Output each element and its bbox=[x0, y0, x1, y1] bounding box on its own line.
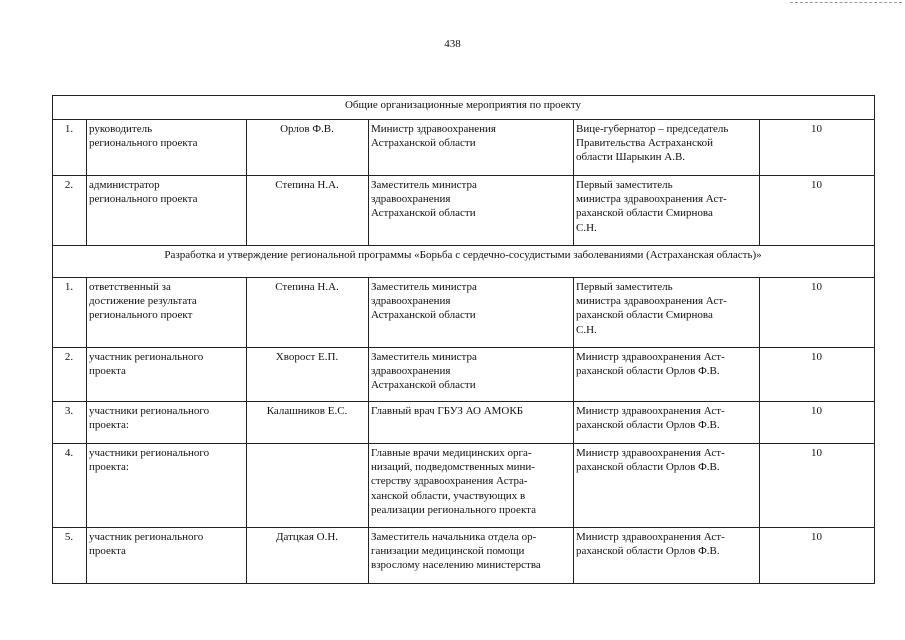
supervisor-line: Правительства Астраханской bbox=[576, 137, 714, 150]
supervisor-line: Министр здравоохранения Аст- bbox=[576, 531, 725, 543]
supervisor-line: С.Н. bbox=[576, 221, 597, 234]
supervisor-cell bbox=[574, 120, 760, 176]
position-line: стерству здравоохранения Астра- bbox=[371, 475, 528, 488]
role-line: руководитель bbox=[89, 123, 153, 135]
role-cell bbox=[87, 278, 247, 348]
supervisor-cell bbox=[574, 348, 760, 402]
position-line: Главные врачи медицинских орга- bbox=[371, 447, 532, 459]
supervisor-line: раханской области Смирнова bbox=[576, 309, 713, 322]
person-name: Степина Н.А. bbox=[247, 176, 369, 246]
position-line: низаций, подведомственных мини- bbox=[371, 461, 535, 474]
position-cell bbox=[369, 528, 574, 584]
supervisor-line: С.Н. bbox=[576, 323, 597, 336]
role-line: участники регионального bbox=[89, 405, 210, 417]
table-row bbox=[53, 528, 875, 584]
supervisor-line: раханской области Орлов Ф.В. bbox=[576, 545, 720, 558]
supervisor-line: Министр здравоохранения Аст- bbox=[576, 405, 725, 417]
position-cell bbox=[369, 402, 574, 444]
person-name bbox=[247, 444, 369, 528]
role-line: регионального проекта bbox=[89, 193, 198, 206]
position-line: Заместитель начальника отдела ор- bbox=[371, 531, 537, 543]
row-number: 2. bbox=[53, 176, 87, 246]
person-name: Орлов Ф.В. bbox=[247, 120, 369, 176]
project-roles-table bbox=[52, 95, 875, 584]
position-cell bbox=[369, 278, 574, 348]
role-cell bbox=[87, 176, 247, 246]
role-line: участник регионального bbox=[89, 531, 204, 543]
position-line: Астраханской области bbox=[371, 379, 476, 392]
percent-value: 10 bbox=[760, 444, 875, 528]
position-line: ганизации медицинской помощи bbox=[371, 545, 525, 558]
supervisor-cell bbox=[574, 176, 760, 246]
table-row bbox=[53, 278, 875, 348]
position-cell bbox=[369, 120, 574, 176]
row-number: 1. bbox=[53, 120, 87, 176]
supervisor-line: раханской области Орлов Ф.В. bbox=[576, 419, 720, 432]
position-cell bbox=[369, 176, 574, 246]
supervisor-line: раханской области Орлов Ф.В. bbox=[576, 461, 720, 474]
table-row bbox=[53, 444, 875, 528]
role-line: участники регионального bbox=[89, 447, 210, 459]
supervisor-line: Министр здравоохранения Аст- bbox=[576, 351, 725, 363]
supervisor-line: Первый заместитель bbox=[576, 179, 673, 191]
table-row bbox=[53, 176, 875, 246]
supervisor-cell bbox=[574, 528, 760, 584]
role-cell bbox=[87, 444, 247, 528]
position-line: Заместитель министра bbox=[371, 281, 477, 293]
person-name: Датцкая О.Н. bbox=[247, 528, 369, 584]
position-line: реализации регионального проекта bbox=[371, 503, 536, 516]
position-cell bbox=[369, 444, 574, 528]
role-cell bbox=[87, 348, 247, 402]
position-line: Заместитель министра bbox=[371, 179, 477, 191]
section-title: Разработка и утверждение региональной программы «Борьба с сердечно-сосудистыми заболеваниями (Астраханская область)» bbox=[53, 246, 875, 278]
percent-value: 10 bbox=[760, 402, 875, 444]
supervisor-line: министра здравоохранения Аст- bbox=[576, 295, 727, 308]
role-line: регионального проект bbox=[89, 309, 193, 322]
position-line: ханской области, участвующих в bbox=[371, 489, 526, 502]
person-name: Хворост Е.П. bbox=[247, 348, 369, 402]
position-line: здравоохранения bbox=[371, 365, 451, 378]
role-line: достижение результата bbox=[89, 295, 197, 308]
supervisor-line: Министр здравоохранения Аст- bbox=[576, 447, 725, 459]
position-cell bbox=[369, 348, 574, 402]
role-line: проекта bbox=[89, 365, 126, 378]
role-line: проекта bbox=[89, 545, 126, 558]
percent-value: 10 bbox=[760, 348, 875, 402]
supervisor-line: Первый заместитель bbox=[576, 281, 673, 293]
person-name: Степина Н.А. bbox=[247, 278, 369, 348]
percent-value: 10 bbox=[760, 278, 875, 348]
position-line: взрослому населению министерства bbox=[371, 559, 541, 572]
role-line: ответственный за bbox=[89, 281, 171, 293]
percent-value: 10 bbox=[760, 176, 875, 246]
role-cell bbox=[87, 402, 247, 444]
row-number: 2. bbox=[53, 348, 87, 402]
supervisor-line: области Шарыкин А.В. bbox=[576, 151, 686, 164]
position-line: Заместитель министра bbox=[371, 351, 477, 363]
supervisor-cell bbox=[574, 444, 760, 528]
scan-edge-line bbox=[790, 2, 902, 3]
page-number: 438 bbox=[444, 38, 461, 50]
position-line: здравоохранения bbox=[371, 295, 451, 308]
position-line: Главный врач ГБУЗ АО АМОКБ bbox=[371, 405, 524, 417]
percent-value: 10 bbox=[760, 528, 875, 584]
section-header-row bbox=[53, 246, 875, 278]
role-line: проекта: bbox=[89, 419, 129, 432]
supervisor-line: министра здравоохранения Аст- bbox=[576, 193, 727, 206]
role-cell bbox=[87, 528, 247, 584]
row-number: 4. bbox=[53, 444, 87, 528]
position-line: Астраханской области bbox=[371, 309, 476, 322]
position-line: Астраханской области bbox=[371, 137, 476, 150]
supervisor-cell bbox=[574, 278, 760, 348]
section-title: Общие организационные мероприятия по проекту bbox=[53, 96, 875, 120]
supervisor-line: раханской области Орлов Ф.В. bbox=[576, 365, 720, 378]
role-cell bbox=[87, 120, 247, 176]
supervisor-line: раханской области Смирнова bbox=[576, 207, 713, 220]
percent-value: 10 bbox=[760, 120, 875, 176]
supervisor-cell bbox=[574, 402, 760, 444]
position-line: Астраханской области bbox=[371, 207, 476, 220]
role-line: проекта: bbox=[89, 461, 129, 474]
section-header-row bbox=[53, 96, 875, 120]
role-line: администратор bbox=[89, 179, 160, 191]
row-number: 3. bbox=[53, 402, 87, 444]
role-line: регионального проекта bbox=[89, 137, 198, 150]
table-row bbox=[53, 120, 875, 176]
position-line: здравоохранения bbox=[371, 193, 451, 206]
row-number: 5. bbox=[53, 528, 87, 584]
table-row bbox=[53, 402, 875, 444]
role-line: участник регионального bbox=[89, 351, 204, 363]
table-row bbox=[53, 348, 875, 402]
row-number: 1. bbox=[53, 278, 87, 348]
supervisor-line: Вице-губернатор – председатель bbox=[576, 123, 729, 135]
position-line: Министр здравоохранения bbox=[371, 123, 496, 135]
person-name: Калашников Е.С. bbox=[247, 402, 369, 444]
